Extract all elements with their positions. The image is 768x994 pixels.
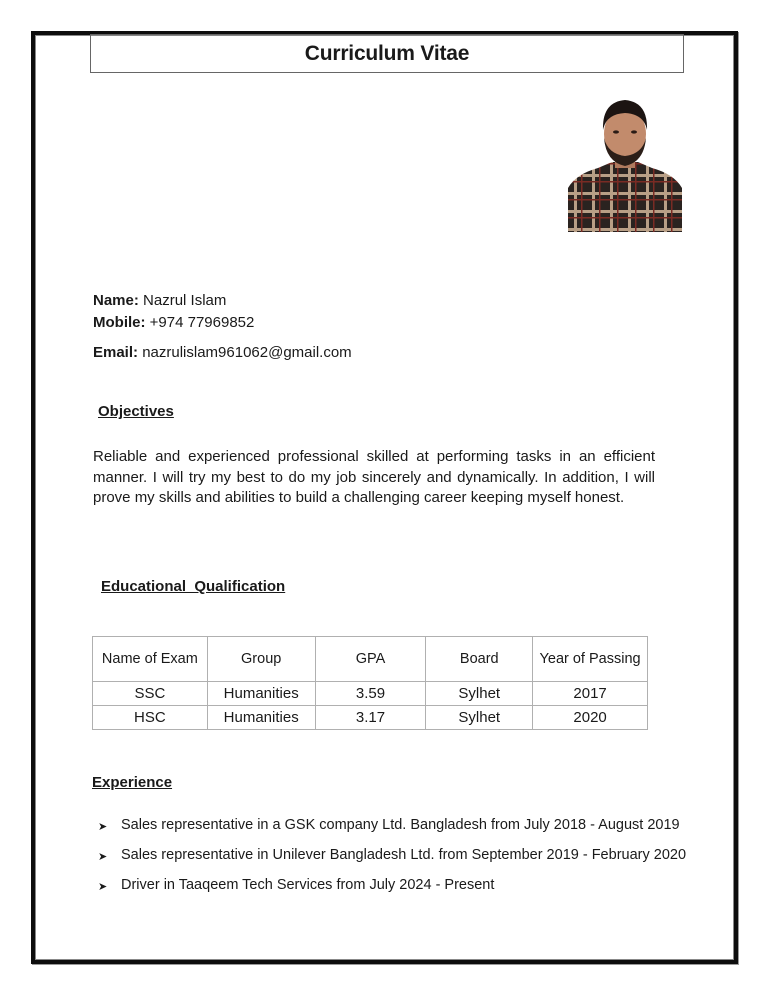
arrowhead-bullet-icon: ➤ [98, 851, 108, 863]
experience-text: Driver in Taaqeem Tech Services from July 2024 - Present [121, 877, 495, 893]
table-cell: Sylhet [426, 706, 533, 730]
document-title: Curriculum Vitae [304, 41, 470, 65]
email-value: nazrulislam961062@gmail.com [142, 344, 352, 361]
arrowhead-bullet-icon: ➤ [98, 881, 108, 893]
list-item [98, 877, 686, 907]
name-value: Nazrul Islam [143, 292, 227, 309]
table-cell: 2020 [533, 706, 648, 730]
table-cell: Humanities [207, 682, 315, 706]
table-cell: 3.59 [315, 682, 426, 706]
profile-photo [568, 96, 682, 232]
table-header-row [93, 637, 648, 682]
experience-heading: Experience [92, 774, 173, 791]
table-row [93, 682, 648, 706]
column-header: GPA [315, 637, 426, 682]
name-line [93, 292, 226, 309]
experience-list [98, 817, 686, 907]
table-row [93, 706, 648, 730]
mobile-label: Mobile: [93, 314, 146, 331]
table-cell: SSC [93, 682, 208, 706]
list-item [98, 847, 686, 877]
list-item [98, 817, 686, 847]
column-header: Board [426, 637, 533, 682]
table-cell: HSC [93, 706, 208, 730]
education-table [92, 636, 648, 730]
email-label: Email: [93, 344, 139, 361]
experience-text: Sales representative in Unilever Bangladesh Ltd. from September 2019 - February 2020 [121, 847, 687, 863]
experience-text: Sales representative in a GSK company Ltd. Bangladesh from July 2018 - August 2019 [121, 817, 680, 833]
column-header: Name of Exam [93, 637, 208, 682]
column-header: Year of Passing [533, 637, 648, 682]
objectives-text: Reliable and experienced professional skilled at performing tasks in an efficient manner. I will try my best to do my job sincerely and dynamically. In addition, I will prove my skills and abilities to build a challenging career keeping myself honest. [93, 448, 655, 506]
objectives-heading: Objectives [98, 403, 174, 420]
mobile-line [93, 314, 254, 331]
arrowhead-bullet-icon: ➤ [98, 821, 108, 833]
mobile-value: +974 77969852 [149, 314, 255, 331]
column-header: Group [207, 637, 315, 682]
education-heading: Educational Qualification [101, 578, 286, 595]
email-line [93, 344, 352, 361]
name-label: Name: [93, 292, 139, 309]
table-cell: Humanities [207, 706, 315, 730]
table-cell: 2017 [533, 682, 648, 706]
title-box [90, 34, 684, 73]
table-cell: 3.17 [315, 706, 426, 730]
table-cell: Sylhet [426, 682, 533, 706]
